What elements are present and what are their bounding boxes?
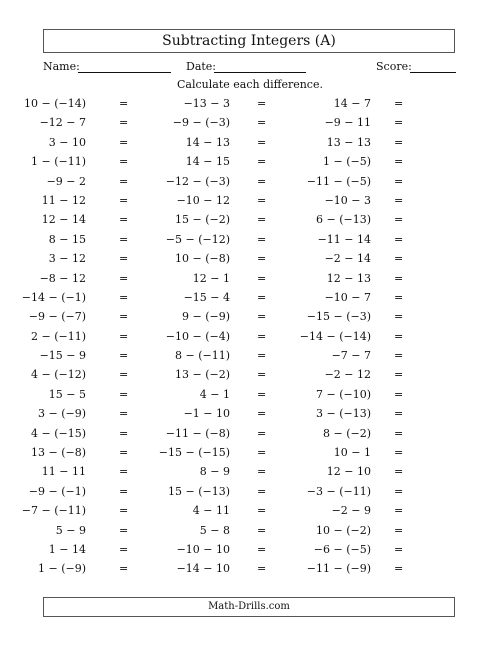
problem-expression: 4 − 1 <box>199 387 230 401</box>
problem-expression: −2 − 12 <box>324 368 371 382</box>
equals-sign: = <box>394 368 404 382</box>
problem-row <box>0 346 500 365</box>
equals-sign: = <box>257 562 267 576</box>
problem-expression: −6 − (−5) <box>313 542 371 556</box>
equals-sign: = <box>119 174 129 188</box>
problem-expression: −10 − 3 <box>324 193 371 207</box>
problem-expression: 12 − 14 <box>41 213 86 227</box>
equals-sign: = <box>257 252 267 266</box>
equals-sign: = <box>394 504 404 518</box>
equals-sign: = <box>119 484 129 498</box>
problem-row <box>0 307 500 326</box>
problem-expression: −2 − 14 <box>324 252 371 266</box>
equals-sign: = <box>119 290 129 304</box>
problem-expression: −14 − (−1) <box>21 290 86 304</box>
equals-sign: = <box>119 426 129 440</box>
date-label: Date: <box>186 60 217 73</box>
equals-sign: = <box>394 97 404 110</box>
equals-sign: = <box>257 116 267 130</box>
equals-sign: = <box>119 310 129 324</box>
problem-expression: −8 − 12 <box>39 271 86 285</box>
equals-sign: = <box>394 193 404 207</box>
equals-sign: = <box>394 329 404 343</box>
equals-sign: = <box>394 562 404 576</box>
equals-sign: = <box>119 329 129 343</box>
problem-expression: 8 − 15 <box>48 232 86 246</box>
equals-sign: = <box>119 349 129 363</box>
equals-sign: = <box>257 523 267 537</box>
equals-sign: = <box>119 213 129 227</box>
problem-row <box>0 133 500 152</box>
problem-expression: −14 − (−14) <box>299 329 371 343</box>
problem-expression: −10 − (−4) <box>165 329 230 343</box>
equals-sign: = <box>394 465 404 479</box>
problem-row <box>0 365 500 384</box>
equals-sign: = <box>394 155 404 169</box>
equals-sign: = <box>257 174 267 188</box>
problem-expression: −5 − (−12) <box>165 232 230 246</box>
equals-sign: = <box>257 232 267 246</box>
equals-sign: = <box>119 446 129 460</box>
problem-expression: −12 − (−3) <box>165 174 230 188</box>
problem-row <box>0 288 500 307</box>
problem-expression: 5 − 9 <box>55 523 86 537</box>
problem-expression: 10 − (−8) <box>174 252 230 266</box>
equals-sign: = <box>394 232 404 246</box>
problem-expression: 4 − 11 <box>192 504 230 518</box>
problem-expression: 3 − 10 <box>48 135 86 149</box>
equals-sign: = <box>394 116 404 130</box>
equals-sign: = <box>119 504 129 518</box>
problem-grid <box>0 94 500 579</box>
problem-expression: −15 − (−15) <box>158 446 230 460</box>
problem-expression: 1 − (−5) <box>322 155 371 169</box>
equals-sign: = <box>119 387 129 401</box>
problem-expression: 9 − (−9) <box>181 310 230 324</box>
problem-expression: −11 − (−5) <box>306 174 371 188</box>
equals-sign: = <box>257 504 267 518</box>
equals-sign: = <box>257 155 267 169</box>
equals-sign: = <box>394 213 404 227</box>
name-line <box>78 72 171 73</box>
problem-expression: −9 − (−1) <box>28 484 86 498</box>
problem-expression: 1 − (−9) <box>37 562 86 576</box>
problem-row <box>0 249 500 268</box>
problem-row <box>0 424 500 443</box>
problem-expression: 14 − 7 <box>333 97 371 110</box>
equals-sign: = <box>394 349 404 363</box>
equals-sign: = <box>119 407 129 421</box>
problem-expression: 15 − (−13) <box>167 484 230 498</box>
equals-sign: = <box>119 368 129 382</box>
problem-expression: 13 − 13 <box>326 135 371 149</box>
instructions: Calculate each difference. <box>177 78 323 91</box>
footer-credit: Math-Drills.com <box>43 597 455 617</box>
equals-sign: = <box>119 562 129 576</box>
equals-sign: = <box>257 310 267 324</box>
problem-expression: 12 − 13 <box>326 271 371 285</box>
equals-sign: = <box>394 407 404 421</box>
problem-row <box>0 210 500 229</box>
equals-sign: = <box>257 387 267 401</box>
equals-sign: = <box>394 387 404 401</box>
problem-row <box>0 443 500 462</box>
equals-sign: = <box>119 271 129 285</box>
worksheet-title: Subtracting Integers (A) <box>43 29 455 53</box>
equals-sign: = <box>257 290 267 304</box>
equals-sign: = <box>394 271 404 285</box>
problem-expression: −9 − 2 <box>46 174 86 188</box>
equals-sign: = <box>119 252 129 266</box>
problem-expression: 11 − 12 <box>41 193 86 207</box>
problem-expression: 13 − (−8) <box>30 446 86 460</box>
score-line <box>410 72 456 73</box>
equals-sign: = <box>257 135 267 149</box>
problem-expression: 4 − (−12) <box>30 368 86 382</box>
problem-row <box>0 404 500 423</box>
problem-row <box>0 521 500 540</box>
equals-sign: = <box>119 155 129 169</box>
equals-sign: = <box>119 116 129 130</box>
problem-expression: 10 − (−2) <box>315 523 371 537</box>
problem-expression: 14 − 13 <box>185 135 230 149</box>
problem-row <box>0 540 500 559</box>
problem-expression: 2 − (−11) <box>30 329 86 343</box>
problem-expression: −14 − 10 <box>176 562 230 576</box>
equals-sign: = <box>119 542 129 556</box>
problem-expression: 15 − 5 <box>48 387 86 401</box>
problem-expression: −9 − (−3) <box>172 116 230 130</box>
problem-expression: 10 − 1 <box>333 446 371 460</box>
problem-expression: 7 − (−10) <box>315 387 371 401</box>
problem-expression: 12 − 1 <box>192 271 230 285</box>
score-label: Score: <box>376 60 412 73</box>
problem-row <box>0 172 500 191</box>
problem-expression: −10 − 12 <box>176 193 230 207</box>
problem-expression: −1 − 10 <box>183 407 230 421</box>
problem-row <box>0 327 500 346</box>
problem-expression: 3 − (−9) <box>37 407 86 421</box>
problem-row <box>0 113 500 132</box>
equals-sign: = <box>257 97 267 110</box>
problem-row <box>0 269 500 288</box>
equals-sign: = <box>394 542 404 556</box>
problem-expression: −11 − 14 <box>317 232 371 246</box>
equals-sign: = <box>119 135 129 149</box>
problem-expression: 3 − 12 <box>48 252 86 266</box>
equals-sign: = <box>119 232 129 246</box>
problem-expression: 6 − (−13) <box>315 213 371 227</box>
problem-expression: 12 − 10 <box>326 465 371 479</box>
equals-sign: = <box>257 426 267 440</box>
equals-sign: = <box>257 213 267 227</box>
problem-expression: 8 − (−11) <box>174 349 230 363</box>
problem-expression: 10 − (−14) <box>23 97 86 110</box>
problem-expression: −10 − 7 <box>324 290 371 304</box>
problem-expression: −2 − 9 <box>331 504 371 518</box>
problem-expression: 1 − 14 <box>48 542 86 556</box>
problem-expression: 8 − 9 <box>199 465 230 479</box>
problem-row <box>0 191 500 210</box>
problem-expression: 13 − (−2) <box>174 368 230 382</box>
equals-sign: = <box>119 523 129 537</box>
problem-expression: 15 − (−2) <box>174 213 230 227</box>
problem-expression: 8 − (−2) <box>322 426 371 440</box>
problem-row <box>0 482 500 501</box>
equals-sign: = <box>119 97 129 110</box>
problem-expression: 3 − (−13) <box>315 407 371 421</box>
equals-sign: = <box>257 465 267 479</box>
equals-sign: = <box>257 368 267 382</box>
problem-expression: −7 − (−11) <box>21 504 86 518</box>
problem-row <box>0 501 500 520</box>
problem-row <box>0 94 500 113</box>
problem-expression: 5 − 8 <box>199 523 230 537</box>
equals-sign: = <box>257 407 267 421</box>
equals-sign: = <box>257 193 267 207</box>
student-info-row <box>43 59 457 75</box>
equals-sign: = <box>394 426 404 440</box>
equals-sign: = <box>119 465 129 479</box>
equals-sign: = <box>257 271 267 285</box>
problem-expression: −10 − 10 <box>176 542 230 556</box>
problem-expression: −9 − (−7) <box>28 310 86 324</box>
problem-expression: −15 − 9 <box>39 349 86 363</box>
problem-row <box>0 462 500 481</box>
problem-expression: 4 − (−15) <box>30 426 86 440</box>
problem-expression: −12 − 7 <box>39 116 86 130</box>
date-line <box>214 72 306 73</box>
problem-expression: 1 − (−11) <box>30 155 86 169</box>
problem-expression: −11 − (−9) <box>306 562 371 576</box>
equals-sign: = <box>394 484 404 498</box>
problem-expression: −9 − 11 <box>324 116 371 130</box>
problem-row <box>0 230 500 249</box>
equals-sign: = <box>257 349 267 363</box>
equals-sign: = <box>257 484 267 498</box>
problem-expression: 14 − 15 <box>185 155 230 169</box>
problem-expression: 11 − 11 <box>41 465 86 479</box>
equals-sign: = <box>394 252 404 266</box>
equals-sign: = <box>394 446 404 460</box>
equals-sign: = <box>257 542 267 556</box>
equals-sign: = <box>119 193 129 207</box>
equals-sign: = <box>394 523 404 537</box>
equals-sign: = <box>394 135 404 149</box>
problem-expression: −3 − (−11) <box>306 484 371 498</box>
equals-sign: = <box>394 290 404 304</box>
problem-row <box>0 559 500 578</box>
name-label: Name: <box>43 60 80 73</box>
equals-sign: = <box>257 446 267 460</box>
equals-sign: = <box>257 329 267 343</box>
problem-row <box>0 385 500 404</box>
problem-row <box>0 152 500 171</box>
problem-expression: −11 − (−8) <box>165 426 230 440</box>
equals-sign: = <box>394 174 404 188</box>
problem-expression: −7 − 7 <box>331 349 371 363</box>
problem-expression: −15 − (−3) <box>306 310 371 324</box>
problem-expression: −13 − 3 <box>183 97 230 110</box>
equals-sign: = <box>394 310 404 324</box>
problem-expression: −15 − 4 <box>183 290 230 304</box>
